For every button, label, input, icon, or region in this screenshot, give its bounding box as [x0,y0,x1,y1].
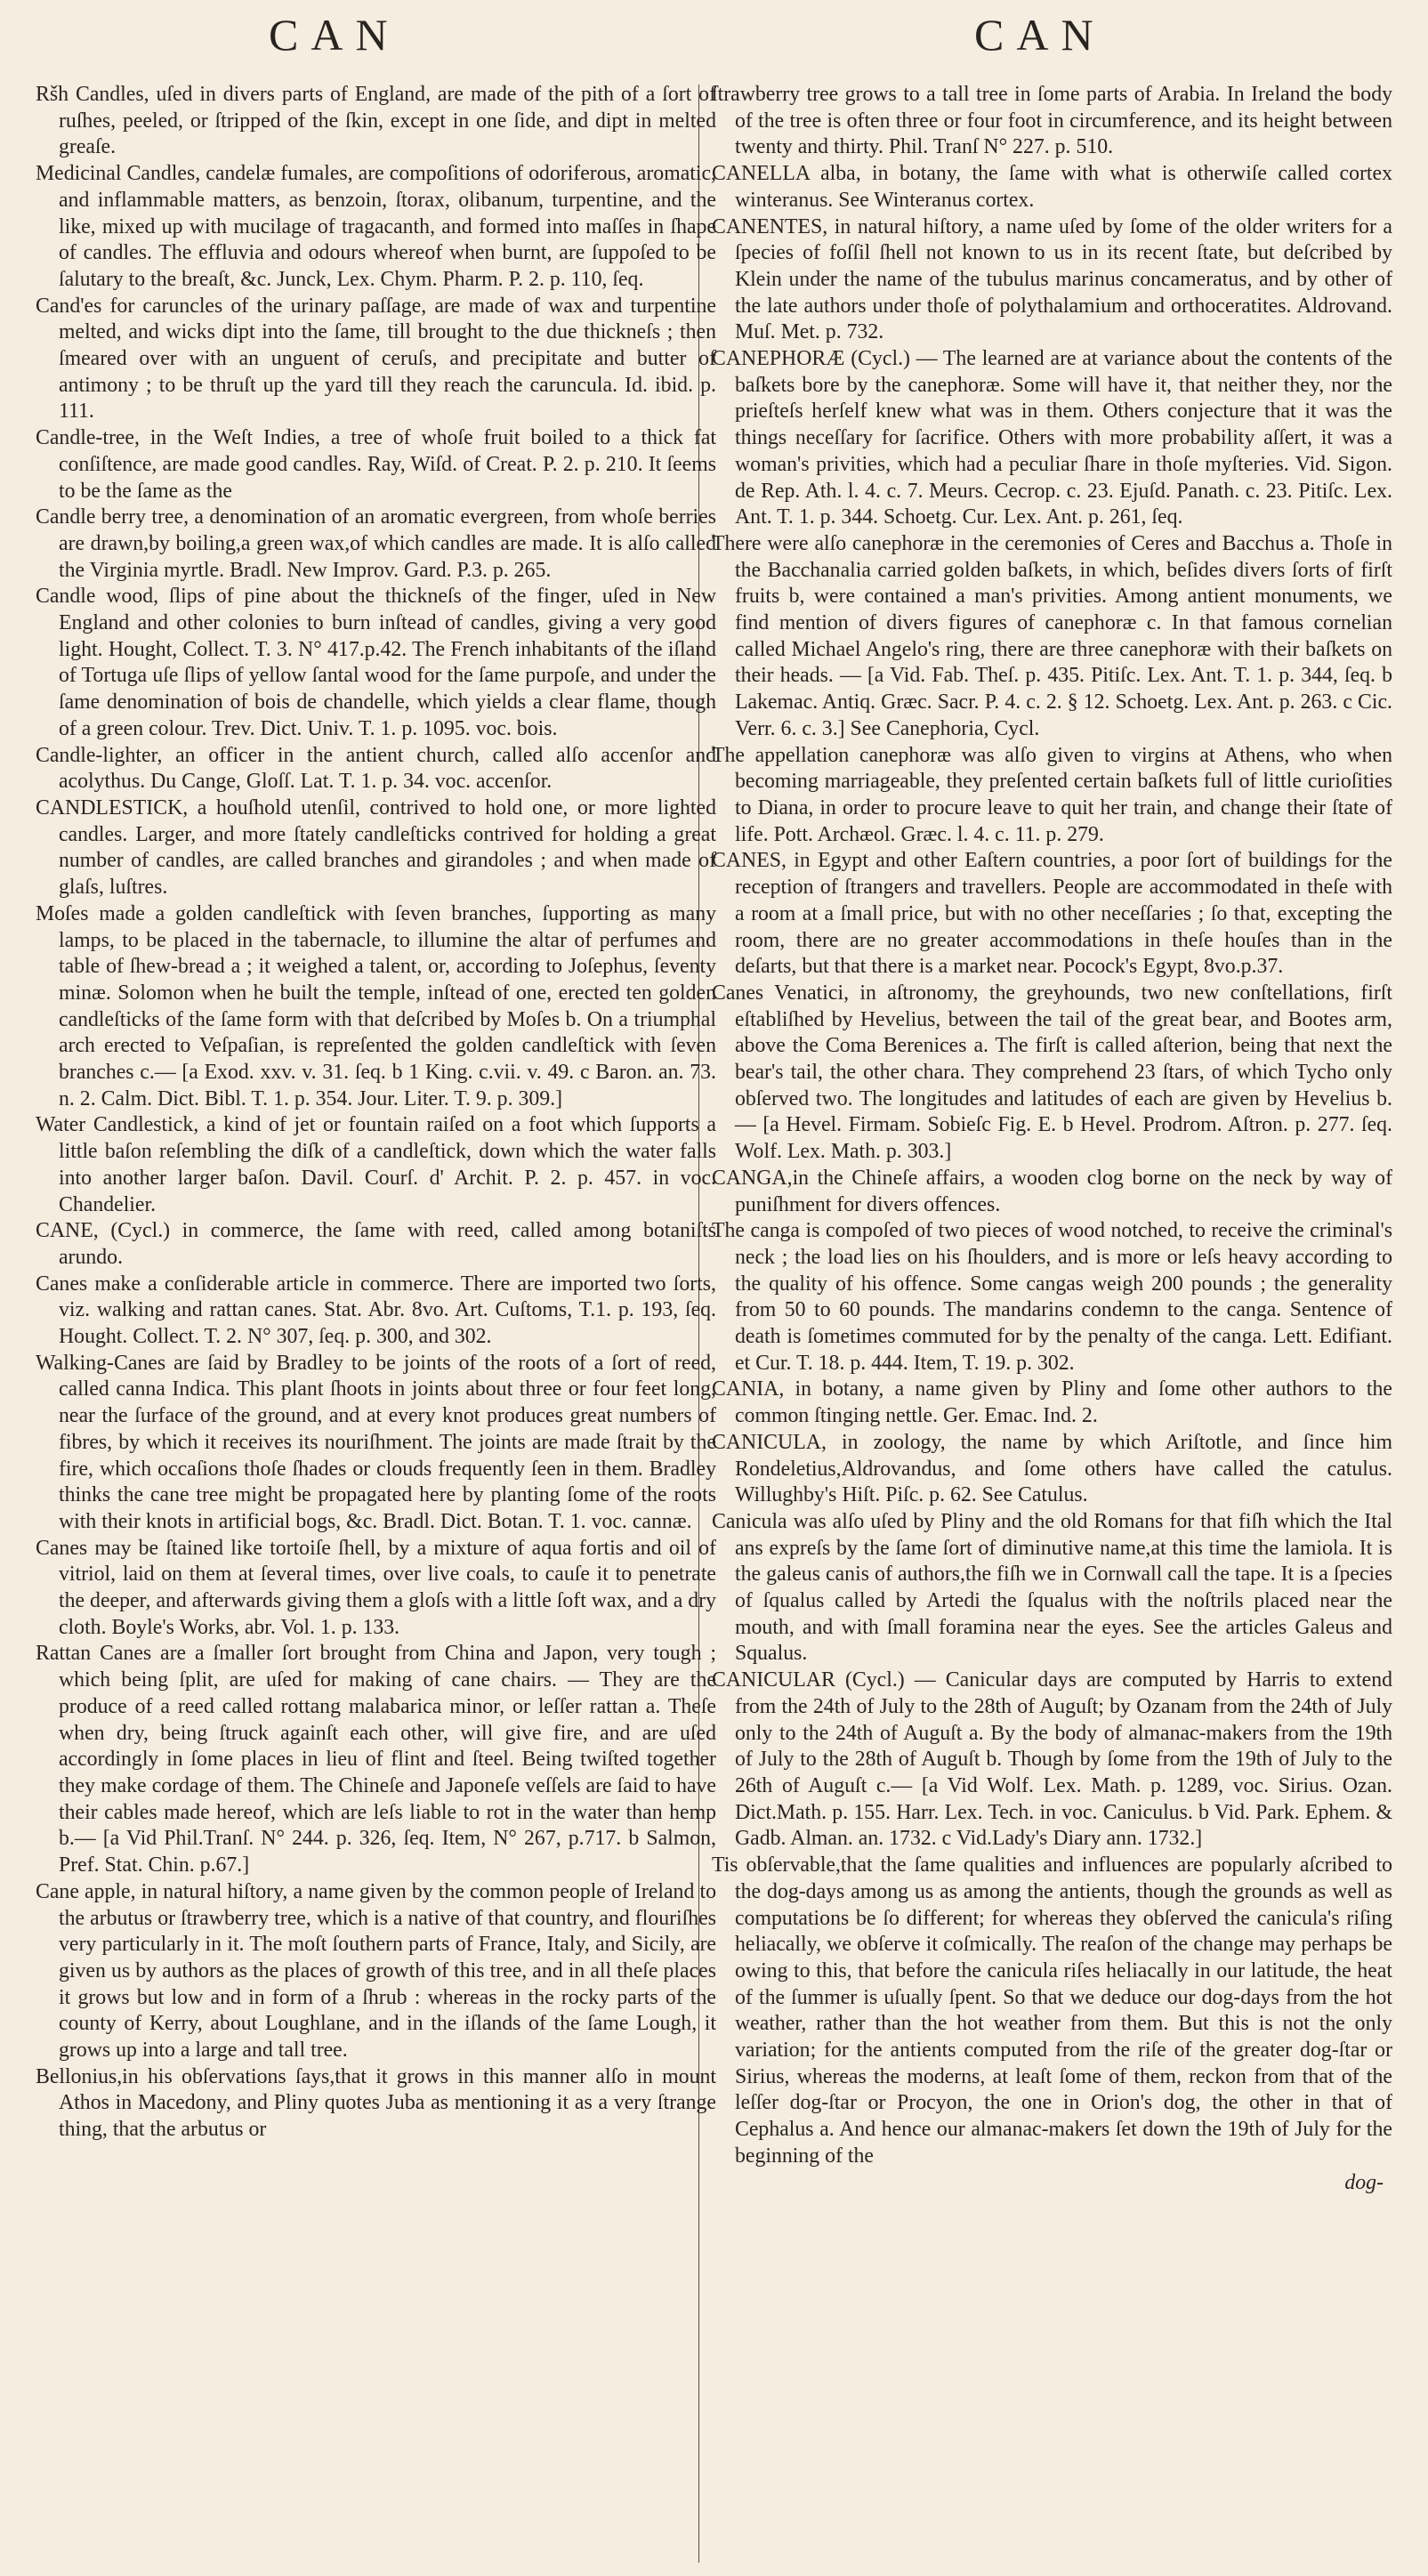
entry: CANGA,in the Chineſe affairs, a wooden clog borne on the neck by way of puniſhment for divers offences. [712,1166,1392,1216]
running-head-right: CAN [974,10,1106,60]
entry: Walking-Canes are ſaid by Bradley to be joints of the roots of a ſort of reed, called canna Indica. This plant ſhoots in joints about three or four feet long, near the ſurface of the ground, and at every knot produces great numbers of fibres, by which it receives its nouriſhment. The joints are made ſtrait by the fire, which occaſions thoſe ſhades or clouds frequently ſeen in them. Bradley thinks the cane tree might be propagated here by planting ſome of the roots with their knots in artificial bogs, &c. Bradl. Dict. Botan. T. 1. voc. cannæ. [36,1351,716,1533]
right-column [712,82,1392,2564]
entry: Cane apple, in natural hiſtory, a name given by the common people of Ireland to the arbutus or ſtrawberry tree, which is a native of that country, and flouriſhes very particularly in it. The moſt ſouthern parts of France, Italy, and Sicily, are given us by authors as the places of growth of this tree, and in all theſe places it grows but low and in form of a ſhrub : whereas in the rocky parts of the county of Kerry, about Loughlane, and in the iſlands of the ſame Lough, it grows up into a large and tall tree. [36,1879,716,2063]
entry: CANICULA, in zoology, the name by which Ariſtotle, and ſince him Rondeletius,Aldrovandus, and ſome others have called the catulus. Willughby's Hiſt. Piſc. p. 62. See Catulus. [712,1430,1392,1507]
entry: Water Candlestick, a kind of jet or fountain raiſed on a foot which ſupports a little baſon reſembling the diſk of a candleſtick, down which the water falls into another larger baſon. Davil. Courſ. d' Archit. P. 2. p. 457. in voc. Chandelier. [36,1113,716,1216]
entry: CANES, in Egypt and other Eaſtern countries, a poor ſort of buildings for the reception of ſtrangers and travellers. People are accommodated in theſe with a room at a ſmall price, but with no other neceſſaries ; ſo that, excepting the room, there are no greater accommodations in theſe houſes than in the deſarts, but that there is a market near. Pocock's Egypt, 8vo.p.37. [712,849,1392,979]
entry: Medicinal Candles, candelæ fumales, are compoſitions of odoriferous, aromatic, and inflammable matters, as benzoin, ſtorax, olibanum, turpentine, and the like, mixed up with mucilage of tragacanth, and formed into maſſes in ſhape of candles. The effluvia and odours whereof when burnt, are ſuppoſed to be ſalutary to the breaſt, &c. Junck, Lex. Chym. Pharm. P. 2. p. 110, ſeq. [36,162,716,291]
entry: CANDLESTICK, a houſhold utenſil, contrived to hold one, or more lighted candles. Larger, and more ſtately candleſticks contrived for holding a great number of candles, are called branches and girandoles ; and when made of glaſs, luſtres. [36,795,716,900]
catchword: dog- [1344,2170,1384,2194]
entry: Moſes made a golden candleſtick with ſeven branches, ſupporting as many lamps, to be placed in the tabernacle, to illumine the altar of perfumes and table of ſhew-bread a ; it weighed a talent, or, according to Joſephus, ſeventy minæ. Solomon when he built the temple, inſtead of one, erected ten golden candleſticks of the ſame form with that deſcribed by Moſes b. On a triumphal arch erected to Veſpaſian, is repreſented the golden candleſtick with ſeven branches c.— [a Exod. xxv. v. 31. ſeq. b 1 King. c.vii. v. 49. c Baron. an. 73. n. 2. Calm. Dict. Bibl. T. 1. p. 354. Jour. Liter. T. 9. p. 309.] [36,901,716,1110]
entry: CANE, (Cycl.) in commerce, the ſame with reed, called among botaniſts arundo. [36,1219,716,1269]
running-head [0,9,1428,71]
catchword-line [712,2170,1392,2197]
entry: Ršh Candles, uſed in divers parts of England, are made of the pith of a ſort of ruſhes, peeled, or ſtripped of the ſkin, except in one ſide, and dipt in melted greaſe. [36,83,716,159]
entry: There were alſo canephoræ in the ceremonies of Ceres and Bacchus a. Thoſe in the Bacchanalia carried golden baſkets, in which, beſides divers ſorts of firſt fruits b, were contained a man's privities. Among antient monuments, we find mention of divers figures of canephoræ c. In that famous cornelian called Michael Angelo's ring, there are three canephoræ with their baſkets on their heads. — [a Vid. Fab. Theſ. p. 435. Pitiſc. Lex. Ant. T. 1. p. 344, ſeq. b Lakemac. Antiq. Græc. Sacr. P. 4. c. 2. § 12. Schoetg. Lex. Ant. p. 263. c Cic. Verr. 6. c. 3.] See Canephoria, Cycl. [712,531,1392,740]
entry: ſtrawberry tree grows to a tall tree in ſome parts of Arabia. In Ireland the body of the tree is often three or four foot in circumference, and its height between twenty and thirty. Phil. Tranſ N° 227. p. 510. [712,83,1392,159]
entry: The canga is compoſed of two pieces of wood notched, to receive the criminal's neck ; the load lies on his ſhoulders, and is more or leſs heavy according to the quality of his offence. Some cangas weigh 200 pounds ; the generality from 50 to 60 pounds. The mandarins condemn to the canga. Sentence of death is ſometimes commuted for by the penalty of the canga. Lett. Edifiant. et Cur. T. 18. p. 444. Item, T. 19. p. 302. [712,1219,1392,1375]
entry: Candle berry tree, a denomination of an aromatic evergreen, from whoſe berries are drawn,by boiling,a green wax,of which candles are made. It is alſo called the Virginia myrtle. Bradl. New Improv. Gard. P.3. p. 265. [36,505,716,582]
entry: Tis obſervable,that the ſame qualities and influences are popularly aſcribed to the dog-days among us as among the antients, though the grounds as well as computations be ſo different; for whereas they obſerved the canicula's riſing heliacally, we obſerve it coſmically. The reaſon of the change may perhaps be owing to this, that before the canicula riſes heliacally in our latitude, the heat of the ſummer is uſually ſpent. So that we deduce our dog-days from the hot weather, rather than the hot weather from them. But this is not the only variation; for the antients computed from the riſe of the greater dog-ſtar or Sirius, whereas the moderns, at leaſt ſome of them, reckon from that of the leſſer dog-ſtar or Procyon, the one in Orion's dog, the other in that of Cephalus a. And hence our almanac-makers ſet down the 19th of July for the beginning of the [712,1853,1392,2168]
entry: Canes may be ſtained like tortoiſe ſhell, by a mixture of aqua fortis and oil of vitriol, laid on them at ſeveral times, over live coals, to cauſe it to penetrate the deeper, and afterwards giving them a gloſs with a little ſoft wax, and a dry cloth. Boyle's Works, abr. Vol. 1. p. 133. [36,1536,716,1639]
entry: Canes make a conſiderable article in commerce. There are imported two ſorts, viz. walking and rattan canes. Stat. Abr. 8vo. Art. Cuſtoms, T.1. p. 193, ſeq. Hought. Collect. T. 2. N° 307, ſeq. p. 300, and 302. [36,1272,716,1349]
entry: Canes Venatici, in aſtronomy, the greyhounds, two new conſtellations, firſt eſtabliſhed by Hevelius, between the tail of the great bear, and Bootes arm, above the Coma Berenices a. The firſt is called aſterion, being that next the bear's tail, the other chara. They comprehend 23 ſtars, of which Tycho only obſerved two. The longitudes and latitudes of each are given by Hevelius b. — [a Hevel. Firmam. Sobieſc Fig. E. b Hevel. Prodrom. Aſtron. p. 277. ſeq. Wolf. Lex. Math. p. 303.] [712,981,1392,1164]
entry: Rattan Canes are a ſmaller ſort brought from China and Japon, very tough ; which being ſplit, are uſed for making of cane chairs. — They are the produce of a reed called rottang malabarica minor, or leſſer rattan a. Theſe when dry, being ſtruck againſt each other, will give fire, and are uſed accordingly in ſome places in lieu of flint and ſteel. Being twiſted together they make cordage of them. The Chineſe and Japoneſe veſſels are ſaid to have their cables made hereof, which are leſs liable to rot in the water than hemp b.— [a Vid Phil.Tranſ. N° 244. p. 326, ſeq. Item, N° 267, p.717. b Salmon, Pref. Stat. Chin. p.67.] [36,1642,716,1877]
entry: Candle wood, ſlips of pine about the thickneſs of the finger, uſed in New England and other colonies to burn inſtead of candles, giving a very good light. Hought, Collect. T. 3. N° 417.p.42. The French inhabitants of the iſland of Tortuga uſe ſlips of yellow ſantal wood for the ſame purpoſe, and under the ſame denomination of bois de chandelle, which yields a clear flame, though of a green colour. Trev. Dict. Univ. T. 1. p. 1095. voc. bois. [36,585,716,740]
entry: Candle-lighter, an officer in the antient church, called alſo accenſor and acolythus. Du Cange, Gloſſ. Lat. T. 1. p. 34. voc. accenſor. [36,743,716,794]
entry: Bellonius,in his obſervations ſays,that it grows in this manner alſo in mount Athos in Macedony, and Pliny quotes Juba as mentioning it as a very ſtrange thing, that the arbutus or [36,2064,716,2142]
entry: CANELLA alba, in botany, the ſame with what is otherwiſe called cortex winteranus. See Winteranus cortex. [712,162,1392,212]
entry: The appellation canephoræ was alſo given to virgins at Athens, who when becoming marriageable, they preſented certain baſkets full of little curioſities to Diana, in order to procure leave to quit her train, and change their ſtate of life. Pott. Archæol. Græc. l. 4. c. 11. p. 279. [712,743,1392,846]
entry: CANEPHORÆ (Cycl.) — The learned are at variance about the contents of the baſkets bore by the canephoræ. Some will have it, that neither they, nor the prieſteſs herſelf knew what was in them. Others conjecture that it was the things neceſſary for ſacrifice. Others with more probability aſſert, it was a woman's privities, which had a peculiar ſhare in thoſe myſteries. Vid. Sigon. de Rep. Ath. l. 4. c. 7. Meurs. Cecrop. c. 23. Ejuſd. Panath. c. 23. Pitiſc. Lex. Ant. T. 1. p. 344. Schoetg. Cur. Lex. Ant. p. 261, ſeq. [712,347,1392,529]
left-column [36,82,716,2564]
entry: Cand'es for caruncles of the urinary paſſage, are made of wax and turpentine melted, and wicks dipt into the ſame, till brought to the due thickneſs ; then ſmeared over with an unguent of ceruſs, and precipitate and butter of antimony ; to be thruſt up the yard till they reach the caruncula. Id. ibid. p. 111. [36,294,716,424]
entry: CANIA, in botany, a name given by Pliny and ſome other authors to the common ſtinging nettle. Ger. Emac. Ind. 2. [712,1377,1392,1428]
entry: Candle-tree, in the Weſt Indies, a tree of whoſe fruit boiled to a thick fat conſiſtence, are made good candles. Ray, Wiſd. of Creat. P. 2. p. 210. It ſeems to be the ſame as the [36,426,716,503]
running-head-left: CAN [269,10,400,60]
entry: CANENTES, in natural hiſtory, a name uſed by ſome of the older writers for a ſpecies of foſſil ſhell not known to us in its recent ſtate, but deſcribed by Klein under the name of the tubulus marinus concameratus, and by other of the late authors under thoſe of polythalamium and orthoceratites. Aldrovand. Muſ. Met. p. 732. [712,214,1392,344]
entry: Canicula was alſo uſed by Pliny and the old Romans for that fiſh which the Ital ans expreſs by the ſame ſort of diminutive name,at this time the lamiola. It is the galeus canis of authors,the fiſh we in Cornwall call the tape. It is a ſpecies of ſqualus called by Artedi the ſqualus with the noſtrils placed near the mouth, and with ſmall foramina near the eyes. See the articles Galeus and Squalus. [712,1509,1392,1666]
entry: CANICULAR (Cycl.) — Canicular days are computed by Harris to extend from the 24th of July to the 28th of Auguſt; by Ozanam from the 24th of July only to the 24th of Auguſt a. By the body of almanac-makers from the 19th of July to the 28th of Auguſt b. Though by ſome from the 19th of July to the 26th of Auguſt c.— [a Vid Wolf. Lex. Math. p. 1289, voc. Sirius. Ozan. Dict.Math. p. 155. Harr. Lex. Tech. in voc. Caniculus. b Vid. Park. Ephem. & Gadb. Alman. an. 1732. c Vid.Lady's Diary ann. 1732.] [712,1668,1392,1851]
